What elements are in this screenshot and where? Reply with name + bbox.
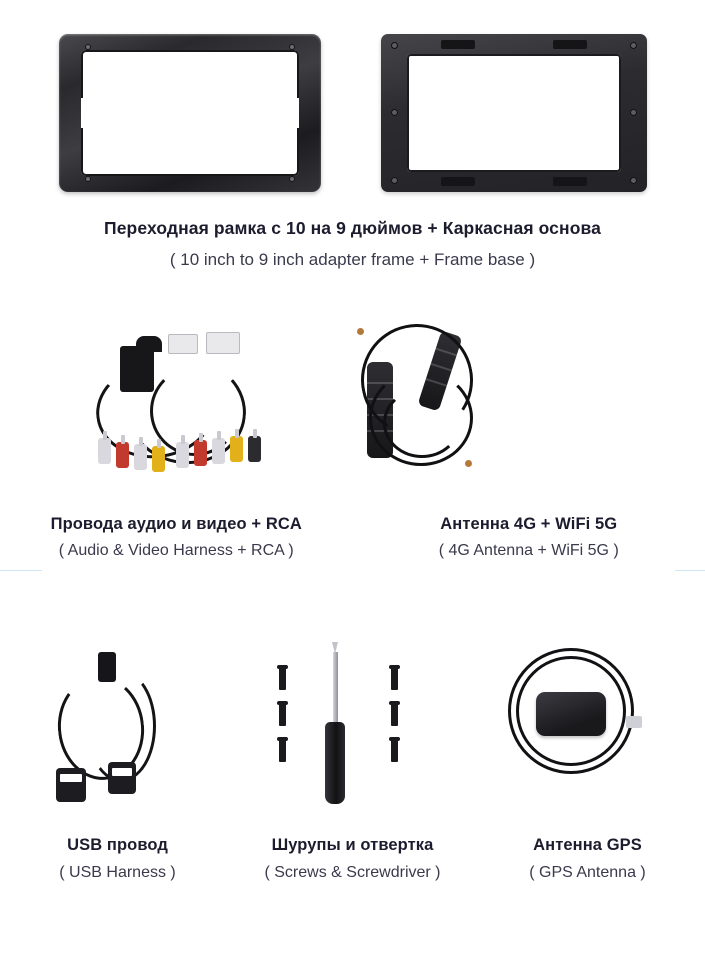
rca-connector-white: [134, 444, 147, 470]
frames-caption-block: [0, 218, 705, 271]
frame-base-matte-icon: [381, 34, 647, 192]
frame-base-screw-hole: [630, 109, 637, 116]
screws-and-screwdriver-icon: [235, 630, 470, 835]
rca-connector-white: [176, 442, 189, 468]
cell-4g-wifi-antenna: [353, 318, 705, 561]
screw: [279, 704, 286, 726]
frame-base-tab: [553, 177, 587, 186]
rca-connector-red: [116, 442, 129, 468]
screws-caption-en: ( Screws & Screwdriver ): [264, 863, 441, 881]
screw: [391, 704, 398, 726]
frame-base-tab: [441, 40, 475, 49]
frame-screw-hole: [289, 176, 295, 182]
frames-image-row: [0, 28, 705, 198]
section-accessories: [0, 630, 705, 970]
audio-video-harness-rca-icon: [0, 318, 353, 508]
rca-connector-yellow: [230, 436, 243, 462]
antenna-connector-tip: [357, 328, 364, 335]
frame-base-screw-hole: [391, 42, 398, 49]
rca-connector-yellow: [152, 446, 165, 472]
screws-caption-ru: Шурупы и отвертка: [271, 836, 434, 854]
gps-connector: [626, 716, 642, 728]
4g-wifi-antenna-icon: [353, 318, 705, 508]
usb-female-port: [56, 768, 86, 802]
rca-connector-white: [212, 438, 225, 464]
cell-gps-antenna: [470, 630, 705, 883]
harness-white-connector: [206, 332, 240, 354]
rca-connector-black: [248, 436, 261, 462]
gps-caption-ru: Антенна GPS: [533, 836, 642, 854]
frames-caption-ru: Переходная рамка с 10 на 9 дюймов + Каркасная основа: [104, 218, 601, 238]
harness-connector-head: [136, 336, 162, 352]
antenna-caption-en: ( 4G Antenna + WiFi 5G ): [438, 541, 619, 559]
screw: [279, 668, 286, 690]
gps-caption-block: [470, 835, 705, 883]
frame-base-tab: [553, 40, 587, 49]
harness-white-connector: [168, 334, 198, 354]
screw: [279, 740, 286, 762]
frame-base-screw-hole: [391, 109, 398, 116]
screw: [391, 740, 398, 762]
frame-screw-hole: [85, 44, 91, 50]
frame-base-screw-hole: [630, 42, 637, 49]
harness-caption-en: ( Audio & Video Harness + RCA ): [58, 541, 294, 559]
frame-base-screw-hole: [391, 177, 398, 184]
antenna-caption-ru: Антенна 4G + WiFi 5G: [440, 515, 618, 533]
usb-female-port: [108, 762, 136, 794]
usb-harness-cable-icon: [0, 630, 235, 835]
usb-caption-ru: USB провод: [67, 836, 168, 854]
cell-audio-video-harness: [0, 318, 353, 561]
screwdriver-shaft: [333, 652, 338, 724]
gps-antenna-icon: [470, 630, 705, 835]
cell-screws-screwdriver: [235, 630, 470, 883]
frame-screw-hole: [85, 176, 91, 182]
frame-notch-right: [283, 98, 299, 128]
harness-caption-ru: Провода аудио и видео + RCA: [50, 515, 302, 533]
rca-connector-red: [194, 440, 207, 466]
harness-caption-block: [0, 514, 353, 561]
rca-connector-white: [98, 438, 111, 464]
gps-antenna-body: [536, 692, 606, 736]
frame-base-tab: [441, 177, 475, 186]
antenna-caption-block: [353, 514, 705, 561]
gps-caption-en: ( GPS Antenna ): [529, 863, 646, 881]
frame-screw-hole: [289, 44, 295, 50]
section-harness-antenna: [0, 318, 705, 608]
cell-usb-harness: [0, 630, 235, 883]
screwdriver-handle: [325, 722, 345, 804]
usb-caption-en: ( USB Harness ): [59, 863, 176, 881]
usb-caption-block: [0, 835, 235, 883]
antenna-connector-tip: [465, 460, 472, 467]
section-frames: [0, 0, 705, 300]
antenna-cable: [383, 388, 461, 458]
adapter-frame-glossy-icon: [59, 34, 321, 192]
frame-notch-left: [81, 98, 97, 128]
divider-line-left: [0, 570, 42, 571]
frames-caption-en: ( 10 inch to 9 inch adapter frame + Frame base ): [169, 249, 536, 269]
divider-line-right: [675, 570, 705, 571]
frame-base-screw-hole: [630, 177, 637, 184]
screw: [391, 668, 398, 690]
screws-caption-block: [235, 835, 470, 883]
